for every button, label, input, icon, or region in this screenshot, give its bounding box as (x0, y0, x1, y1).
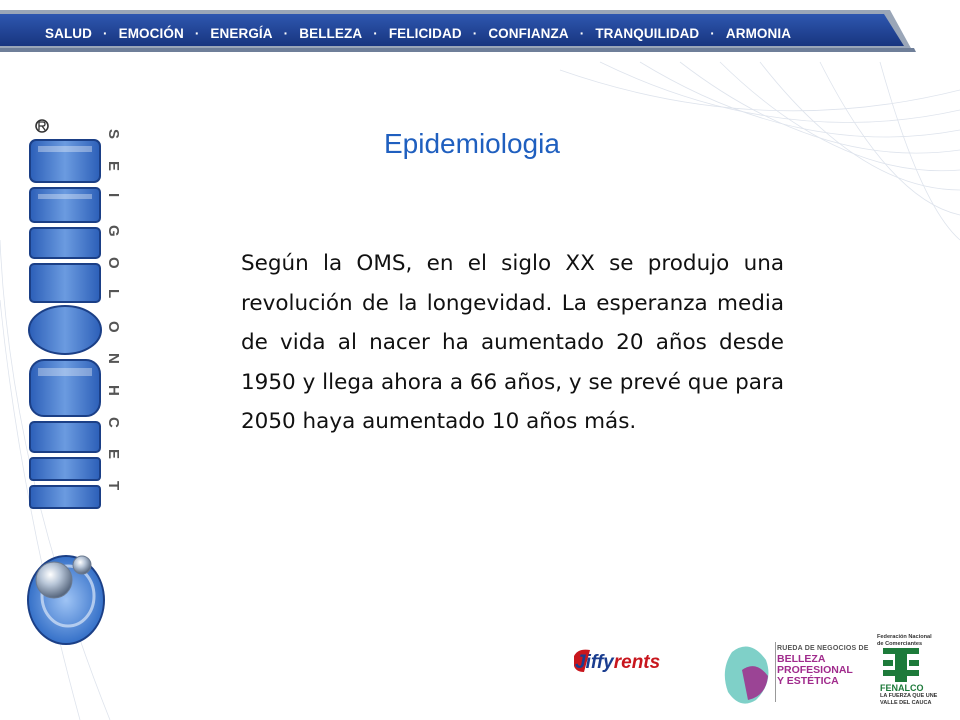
fenalco-header: Federación Nacional de Comerciantes (877, 634, 932, 647)
banner-item-salud: SALUD (45, 25, 92, 41)
banner-separator: · (710, 25, 715, 41)
svg-text:C: C (105, 417, 122, 428)
banner-separator: · (283, 25, 289, 41)
banner-item-confianza: CONFIANZA (488, 25, 569, 41)
slide-body-text: Según la OMS, en el siglo XX se produjo una revolución de la longevidad. La esperanza media de vida al nacer ha aumentado 20 años desde 1950 y llega ahora a 66 años, y se prevé que para 2050 haya aumentado 10 años más. (241, 251, 784, 434)
banner-item-tranquilidad: TRANQUILIDAD (595, 25, 700, 41)
banner-item-felicidad: FELICIDAD (388, 25, 462, 41)
svg-text:I: I (105, 193, 122, 198)
banner-separator: · (472, 25, 478, 41)
fenalco-tagline: LA FUERZA QUE UNE VALLE DEL CAUCA (880, 693, 938, 706)
jiffy-rents-logo (575, 652, 660, 674)
svg-text:H: H (105, 385, 122, 396)
svg-text:E: E (105, 449, 122, 460)
banner-item-belleza: BELLEZA (299, 25, 363, 41)
banner-separator: · (103, 25, 108, 41)
svg-text:O: O (105, 321, 122, 333)
jiffy-text: Jiffy (575, 652, 614, 673)
banner-separator: · (194, 25, 200, 41)
svg-text:S: S (105, 129, 122, 140)
fenalco-name: FENALCO (880, 683, 924, 693)
svg-text:T: T (105, 481, 122, 491)
rueda-header: RUEDA DE NEGOCIOS DE (777, 645, 869, 652)
banner-item-armonia: ARMONIA (725, 25, 792, 41)
banner-separator: · (373, 25, 378, 41)
top-banner (0, 0, 960, 62)
svg-text:E: E (105, 161, 122, 172)
svg-text:N: N (105, 353, 122, 364)
rueda-line3: Y ESTÉTICA (777, 675, 839, 687)
sphere-orbit-icon (28, 556, 104, 644)
rueda-logo-text (777, 654, 867, 687)
rueda-line2: PROFESIONAL (777, 664, 853, 676)
banner-item-energia: ENERGÍA (210, 25, 273, 41)
banner-separator: · (579, 25, 585, 41)
svg-text:G: G (105, 225, 122, 237)
svg-text:O: O (105, 257, 122, 269)
rents-text: rents (613, 652, 661, 673)
svg-text:L: L (105, 289, 122, 299)
rueda-line1: BELLEZA (777, 653, 826, 665)
banner-nav (45, 22, 791, 44)
slide-title: Epidemiologia (384, 128, 560, 159)
banner-item-emocion: EMOCIÓN (118, 25, 184, 41)
dermocell-logo (18, 110, 138, 670)
